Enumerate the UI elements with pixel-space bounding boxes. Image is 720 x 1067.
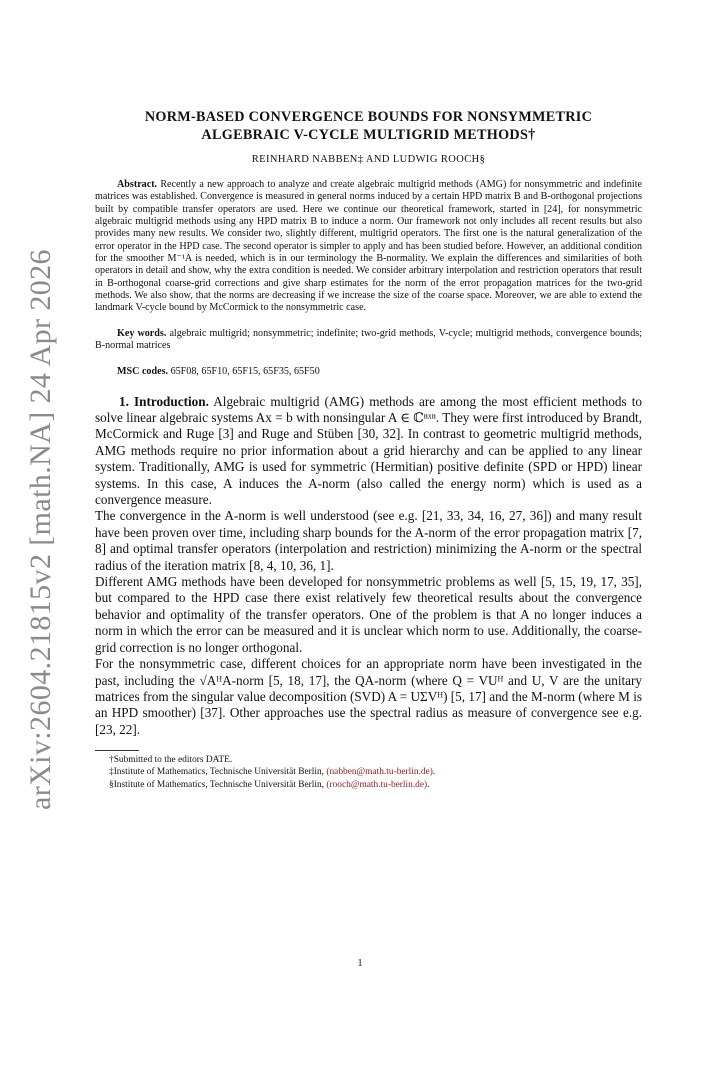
intro-paragraph-3: Different AMG methods have been developed for nonsymmetric problems as well [5, 15, 19, 17, 35], but compared to the HPD case there exist relatively few theoretical results about the convergence behavior and optimality of the transfer operators. One of the problem is that A no longer induces a norm in which the error can be measured and it is unclear which norm to use. Additionally, the coarse-grid correction is no longer orthogonal. xyxy=(95,574,642,655)
footnote-mark: ‡ xyxy=(109,767,114,778)
intro-paragraph-4: For the nonsymmetric case, different choices for an appropriate norm have been investigated in the past, including the √AᴴA-norm [5, 18, 17], the QA-norm (where Q = VUᴴ and U, V are the unitary matrices from the singular value decomposition (SVD) A = UΣVᴴ) [5, 17] and the M-norm (where M is an HPD smoother) [37]. Other approaches use the spectral radius as measure of convergence see e.g. [23, 22]. xyxy=(95,656,642,737)
intro-paragraph-1 xyxy=(95,394,642,509)
paper-authors: REINHARD NABBEN‡ AND LUDWIG ROOCH§ xyxy=(251,154,486,165)
arxiv-sidebar-id: arXiv:2604.21815v2 [math.NA] 24 Apr 2026 xyxy=(24,249,57,810)
msc-label: MSC codes. xyxy=(117,365,169,377)
footnote-author-2 xyxy=(95,779,642,791)
footnote-end: . xyxy=(427,779,430,790)
paragraph-text: Algebraic multigrid (AMG) methods are among the most efficient methods to solve linear algebraic systems Ax = b with nonsingular A ∈ ℂⁿˣⁿ. They were first introduced by Brandt, McCormick and Ruge [3] and Ruge and Stüben [30, 32]. In contrast to geometric multigrid methods, AMG methods require no prior information about a grid hierarchy and can be applied to any linear system. Traditionally, AMG is used for symmetric (Hermitian) positive definite (SPD or HPD) linear systems. In this case, A induces the A-norm (also called the energy norm) which is used as a convergence measure. xyxy=(95,393,642,508)
footnote-end: . xyxy=(432,767,436,778)
abstract-label: Abstract. xyxy=(117,179,158,190)
footnote-text: Institute of Mathematics, Technische Universität Berlin, xyxy=(113,767,327,778)
msc-codes xyxy=(95,366,642,377)
msc-text: 65F08, 65F10, 65F15, 65F35, 65F50 xyxy=(170,365,320,377)
paper-title xyxy=(95,108,642,144)
keywords-label: Key words. xyxy=(117,327,167,339)
keywords xyxy=(95,328,642,353)
footnote-mark: § xyxy=(109,779,114,790)
footnote-text: Institute of Mathematics, Technische Universität Berlin, xyxy=(113,779,327,790)
page-number: 1 xyxy=(357,958,363,969)
email-link[interactable]: (nabben@math.tu-berlin.de) xyxy=(326,767,433,778)
footnote-divider xyxy=(95,750,139,751)
footnote-author-1 xyxy=(95,766,642,778)
introduction-section xyxy=(95,394,642,739)
abstract-text: Recently a new approach to analyze and create algebraic multigrid methods (AMG) for nonsymmetric and indefinite matrices was established. Convergence is measured in general norms induced by a certain HPD matrix B and B-orthogonal projections built by compatible transfer operators are used. Here we continue our theoretical framework, started in [24], for nonsymmetric algebraic multigrid methods using any HPD matrix B to induce a norm. Our framework not only includes all recent results but also provides many new results. We consider two, slightly different, multigrid operators. The first one is the natural generalization of the error operator in the HPD case. The second operator is simpler to apply and has been studied before. However, an additional condition for the smoother M⁻¹A is needed, which is in our terminology the B-normality. We explain the differences and similarities of both operators in detail and show, why the extra condition is needed. We consider arbitrary interpolation and restriction operators that result in B-orthogonal coarse-grid corrections and give sharp estimates for the norm of the error propagation matrices for the two-grid methods. We also show, that the norms are decreasing if we increase the size of the coarse space. Moreover, we are able to extend the landmark V-cycle bound by McCormick to the nonsymmetric case. xyxy=(95,179,642,314)
email-link[interactable]: (rooch@math.tu-berlin.de) xyxy=(326,779,428,790)
title-line-1: NORM-BASED CONVERGENCE BOUNDS FOR NONSYMMETRIC xyxy=(144,109,593,125)
abstract xyxy=(95,179,642,315)
paper-page xyxy=(95,100,642,791)
title-line-2: ALGEBRAIC V-CYCLE MULTIGRID METHODS† xyxy=(201,127,536,143)
intro-paragraph-2: The convergence in the A-norm is well understood (see e.g. [21, 33, 34, 16, 27, 36]) and many result have been proven over time, including sharp bounds for the A-norm of the error propagation matrix [7, 8] and optimal transfer operators (interpolation and restriction) minimizing the A-norm or the spectral radius of the iteration matrix [8, 4, 10, 36, 1]. xyxy=(95,508,642,573)
keywords-text: algebraic multigrid; nonsymmetric; indefinite; two-grid methods, V-cycle; multigrid methods, convergence bounds; B-normal matrices xyxy=(95,327,642,352)
footnote-submitted xyxy=(95,754,642,766)
section-heading: 1. Introduction. xyxy=(119,393,209,409)
footnote-mark: † xyxy=(109,755,114,766)
footnote-text: Submitted to the editors DATE. xyxy=(113,755,233,766)
